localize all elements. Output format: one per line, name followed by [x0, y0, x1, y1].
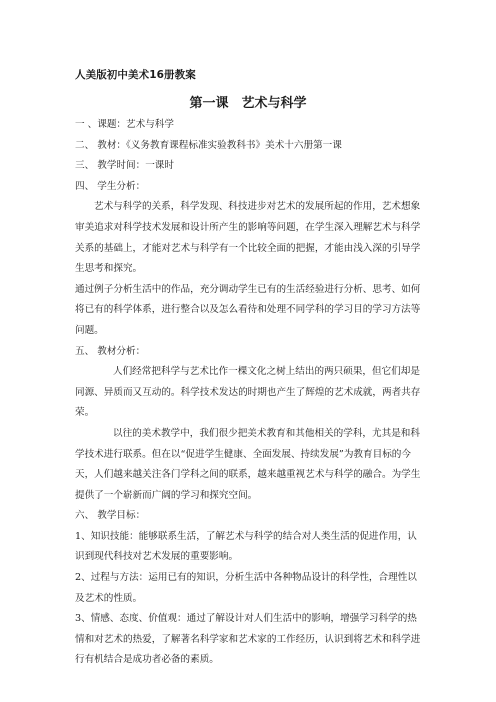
document-header: 人美版初中美术16册教案: [75, 69, 196, 81]
paragraph: 通过例子分析生活中的作品，充分调动学生已有的生活经验进行分析、思考、如何将已有的科学体系，进行整合以及怎么看待和处理不同学科的学习目的学习方法等问题。: [75, 283, 421, 336]
objective-item: 2、过程与方法：运用已有的知识，分析生活中各种物品设计的科学性，合理性以及艺术的性质。: [75, 572, 417, 604]
paragraph: 艺术与科学的关系，科学发现、科技进步对艺术的发展所起的作用，艺术想象审美追求对科学技术发展和设计所产生的影响等问题，在学生深入理解艺术与科学关系的基础上，才能对艺术与科学有一个比较全面的把握，才能由浅入深的引导学生思考和探究。: [75, 201, 421, 275]
section-heading: 六、 教学目标：: [75, 510, 146, 522]
objective-item: 1、知识技能：能够联系生活，了解艺术与科学的结合对人类生活的促进作用，认识到现代科技对艺术发展的重要影响。: [75, 530, 417, 563]
section-heading: 一 、课题：艺术与科学: [75, 119, 174, 130]
section-heading: 三、 教学时间：一课时: [75, 160, 174, 172]
document-body: [75, 115, 425, 671]
section-heading: 五、 教材分析：: [75, 345, 146, 357]
paragraph: 人们经常把科学与艺术比作一棵文化之树上结出的两只硕果，但它们却是同源、异质而又互动的。科学技术发达的时期也产生了辉煌的艺术成就，两者共存荣。: [75, 366, 421, 419]
paragraph: 以往的美术教学中，我们很少把美术教育和其他相关的学科，尤其是和科学技术进行联系。但在以“促进学生健康、全面发展、持续发展”为教育目标的今天，人们越来越关注各门学科之间的联系，越来越重视艺术与科学的融合。为学生提供了一个崭新而广阔的学习和探究空间。: [75, 427, 421, 501]
lesson-title: 第一课 艺术与科学: [189, 96, 307, 111]
section-heading: 四、 学生分析：: [75, 180, 146, 192]
section-heading: 二、 教材：《义务教育课程标准实验教科书》美术十六册第一课: [75, 139, 342, 151]
objective-item: 3、情感、态度、价值观：通过了解设计对人们生活中的影响，增强学习科学的热情和对艺术的热爱，了解著名科学家和艺术家的工作经历，认识到将艺术和科学进行有机结合是成功者必备的素质。: [75, 613, 421, 666]
